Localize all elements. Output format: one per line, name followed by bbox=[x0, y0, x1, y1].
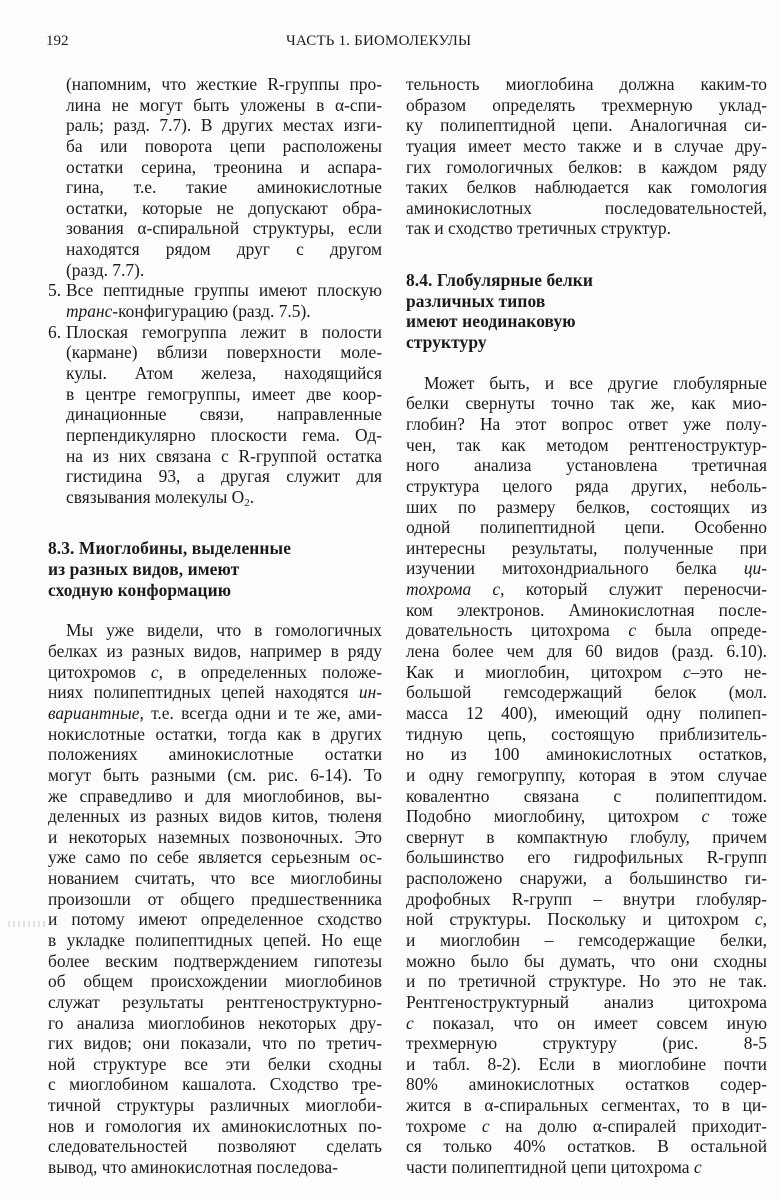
text-line: ковалентно связана с полипептидом. bbox=[406, 785, 767, 806]
text-line: структуру bbox=[406, 332, 487, 353]
text-line: могут быть разными (см. рис. 6-14). То bbox=[48, 764, 382, 785]
section-heading-8-3 bbox=[48, 538, 382, 600]
text-line: ших по размеру белков, состоящих из bbox=[406, 496, 767, 517]
text-line: же справедливо и для миоглобинов, вы- bbox=[48, 785, 382, 806]
text-line: с миоглобином кашалота. Сходство тре- bbox=[48, 1074, 382, 1095]
text-line: следовательностей позволяют сделать bbox=[48, 1136, 382, 1157]
section-8-4-paragraph bbox=[406, 373, 767, 1178]
text-line: положениях аминокислотные остатки bbox=[48, 744, 382, 765]
text-line: аминокислотных последовательностей, bbox=[406, 197, 767, 218]
text-line: об общем происхождении миоглобинов bbox=[48, 971, 382, 992]
text-line: структура целого ряда других, неболь- bbox=[406, 475, 767, 496]
list-item-text bbox=[66, 322, 382, 508]
text-line: находятся рядом друг с другом bbox=[66, 239, 382, 260]
list-item-text bbox=[66, 280, 382, 321]
text-line: дрофобных R-групп – внутри глобуляр- bbox=[406, 888, 767, 909]
text-line: интересны результаты, полученные при bbox=[406, 537, 767, 558]
text-line: одной полипептидной цепи. Особенно bbox=[406, 517, 767, 538]
text-line: вывод, что аминокислотная последова- bbox=[48, 1157, 338, 1178]
text-line: Подобно миоглобину, цитохром c тоже bbox=[406, 806, 767, 827]
scan-artifact bbox=[8, 921, 46, 927]
text-line: гих видов; они показали, что по третич- bbox=[48, 1033, 382, 1054]
text-line: остатки, которые не допускают обра- bbox=[66, 197, 382, 218]
text-line: кулы. Атом железа, находящийся bbox=[66, 362, 382, 383]
text-line: на из них связана с R-группой остатка bbox=[66, 445, 382, 466]
text-line: Плоская гемогруппа лежит в полости bbox=[66, 321, 382, 342]
text-line: чен, так как методом рентгеноструктур- bbox=[406, 434, 767, 455]
text-line: тичной структуры различных миоглоби- bbox=[48, 1095, 382, 1116]
text-line: тельность миоглобина должна каким-то bbox=[406, 74, 767, 94]
text-line: гистидина 93, а другая служит для bbox=[66, 466, 382, 487]
text-line: ся только 40% остатков. В остальной bbox=[406, 1136, 767, 1157]
text-line: большинство его гидрофильных R-групп bbox=[406, 847, 767, 868]
text-line: изучении митохондриального белка ци- bbox=[406, 558, 767, 579]
text-line: связывания молекулы $O_2$. bbox=[66, 486, 255, 509]
text-line: из разных видов, имеют bbox=[48, 559, 240, 580]
text-line: трехмерную структуру (рис. 8-5 bbox=[406, 1033, 767, 1054]
text-line: свернут в компактную глобулу, причем bbox=[406, 826, 767, 847]
continuation-text bbox=[48, 74, 382, 280]
text-line: лена более чем для 60 видов (разд. 6.10). bbox=[406, 641, 767, 662]
text-line: c показал, что он имеет совсем иную bbox=[406, 1012, 767, 1033]
text-line: и одну гемогруппу, которая в этом случае bbox=[406, 764, 767, 785]
text-line: и некоторых наземных позвоночных. Это bbox=[48, 826, 382, 847]
text-line: тохрома c, который служит переносчи- bbox=[406, 579, 767, 600]
text-line: транс-конфигурацию (разд. 7.5). bbox=[66, 301, 311, 322]
text-line: (кармане) вблизи поверхности моле- bbox=[66, 342, 382, 363]
text-line: в центре гемогруппы, имеет две коор- bbox=[66, 383, 382, 404]
text-line: имеют неодинаковую bbox=[406, 311, 576, 332]
part-title: ЧАСТЬ 1. БИОМОЛЕКУЛЫ bbox=[286, 33, 472, 49]
text-line: гих гомологичных белков: в каждом ряду bbox=[406, 156, 767, 177]
text-line: и потому имеют определенное сходство bbox=[48, 909, 382, 930]
text-line: 80% аминокислотных остатков содер- bbox=[406, 1074, 767, 1095]
section-8-3-paragraph bbox=[48, 620, 382, 1177]
text-line: ба или поворота цепи расположены bbox=[66, 135, 382, 156]
text-line: Мы уже видели, что в гомологичных bbox=[66, 620, 382, 641]
text-line: глобин? На этот вопрос ответ уже полу- bbox=[406, 413, 767, 434]
text-line: и миоглобин – гемсодержащие белки, bbox=[406, 929, 767, 950]
text-line: и по третичной структуре. Но это не так. bbox=[406, 971, 767, 992]
running-head bbox=[0, 33, 781, 53]
list-item-number: 6. bbox=[48, 321, 62, 342]
text-line: 8.3. Миоглобины, выделенные bbox=[48, 538, 292, 559]
text-line: довательность цитохрома c была опреде- bbox=[406, 620, 767, 641]
text-line: нованием считать, что все миоглобины bbox=[48, 868, 382, 889]
text-line: ком электронов. Аминокислотная после- bbox=[406, 599, 767, 620]
text-line: ниях полипептидных цепей находятся ин- bbox=[48, 682, 382, 703]
text-line: так и сходство третичных структур. bbox=[406, 218, 671, 239]
text-line: ку полипептидной цепи. Аналогичная си- bbox=[406, 115, 767, 136]
text-line: вариантные, т.е. всегда одни и те же, ами- bbox=[48, 702, 382, 723]
text-line: расположено снаружи, а большинство ги- bbox=[406, 868, 767, 889]
text-line: большой гемсодержащий белок (мол. bbox=[406, 682, 767, 703]
text-line: (напомним, что жесткие R-группы про- bbox=[66, 74, 382, 94]
text-line: можно было бы думать, что они сходны bbox=[406, 950, 767, 971]
text-line: нокислотные остатки, тогда как в других bbox=[48, 723, 382, 744]
text-line: части полипептидной цепи цитохрома c bbox=[406, 1157, 702, 1178]
section-heading-8-4 bbox=[406, 270, 767, 353]
text-line: но из 100 аминокислотных остатков, bbox=[406, 744, 767, 765]
text-line: таких белков наблюдается как гомология bbox=[406, 177, 767, 198]
text-line: (разд. 7.7). bbox=[66, 259, 145, 280]
text-line: служат результаты рентгеноструктурно- bbox=[48, 991, 382, 1012]
text-line: раль; разд. 7.7). В других местах изги- bbox=[66, 115, 382, 136]
text-line: тидную цепь, состоящую приблизитель- bbox=[406, 723, 767, 744]
page-number: 192 bbox=[46, 33, 69, 49]
text-line: более веским подтверждением гипотезы bbox=[48, 950, 382, 971]
text-line: нов и гомология их аминокислотных по- bbox=[48, 1115, 382, 1136]
text-line: деленных из разных видов китов, тюленя bbox=[48, 806, 382, 827]
text-line: жится в α-спиральных сегментах, то в ци- bbox=[406, 1095, 767, 1116]
text-line: Может быть, и все другие глобулярные bbox=[424, 372, 767, 393]
text-line: Как и миоглобин, цитохром c–это не- bbox=[406, 661, 767, 682]
text-line: туация имеет место также и в случае дру- bbox=[406, 135, 767, 156]
text-line: произошли от общего предшественника bbox=[48, 888, 382, 909]
text-line: белки свернуты точно так же, как мио- bbox=[406, 393, 767, 414]
text-line: и табл. 8-2). Если в миоглобине почти bbox=[406, 1053, 767, 1074]
text-line: белках из разных видов, например в ряду bbox=[48, 641, 382, 662]
text-line: го анализа миоглобинов некоторых дру- bbox=[48, 1012, 382, 1033]
text-line: ной структуры. Поскольку и цитохром c, bbox=[406, 909, 767, 930]
continuation-text bbox=[406, 74, 767, 239]
text-line: динационные связи, направленные bbox=[66, 404, 382, 425]
list-item-6 bbox=[48, 322, 382, 508]
right-column bbox=[406, 74, 767, 1178]
text-line: уже само по себе является серьезным ос- bbox=[48, 847, 382, 868]
text-line: остатки серина, треонина и аспара- bbox=[66, 156, 382, 177]
text-line: ной структуре все эти белки сходны bbox=[48, 1053, 382, 1074]
text-line: Рентгеноструктурный анализ цитохрома bbox=[406, 991, 767, 1012]
text-line: цитохромов c, в определенных положе- bbox=[48, 661, 382, 682]
text-line: 8.4. Глобулярные белки bbox=[406, 270, 593, 291]
text-line: лина не могут быть уложены в α-спи- bbox=[66, 94, 382, 115]
text-line: тохроме c на долю α-спиралей приходит- bbox=[406, 1115, 767, 1136]
list-item-5 bbox=[48, 280, 382, 321]
text-line: сходную конформацию bbox=[48, 579, 232, 600]
text-line: ного анализа установлена третичная bbox=[406, 455, 767, 476]
text-line: в укладке полипептидных цепей. Но еще bbox=[48, 929, 382, 950]
list-item-number: 5. bbox=[48, 280, 62, 301]
text-line: различных типов bbox=[406, 290, 546, 311]
left-column bbox=[48, 74, 382, 1178]
text-line: зования α-спиральной структуры, если bbox=[66, 218, 382, 239]
text-line: перпендикулярно плоскости гема. Од- bbox=[66, 424, 382, 445]
text-line: Все пептидные группы имеют плоскую bbox=[66, 280, 382, 301]
text-line: образом определять трехмерную уклад- bbox=[406, 94, 767, 115]
text-line: гина, т.е. такие аминокислотные bbox=[66, 177, 382, 198]
text-line: масса 12 400), имеющий одну полипеп- bbox=[406, 702, 767, 723]
